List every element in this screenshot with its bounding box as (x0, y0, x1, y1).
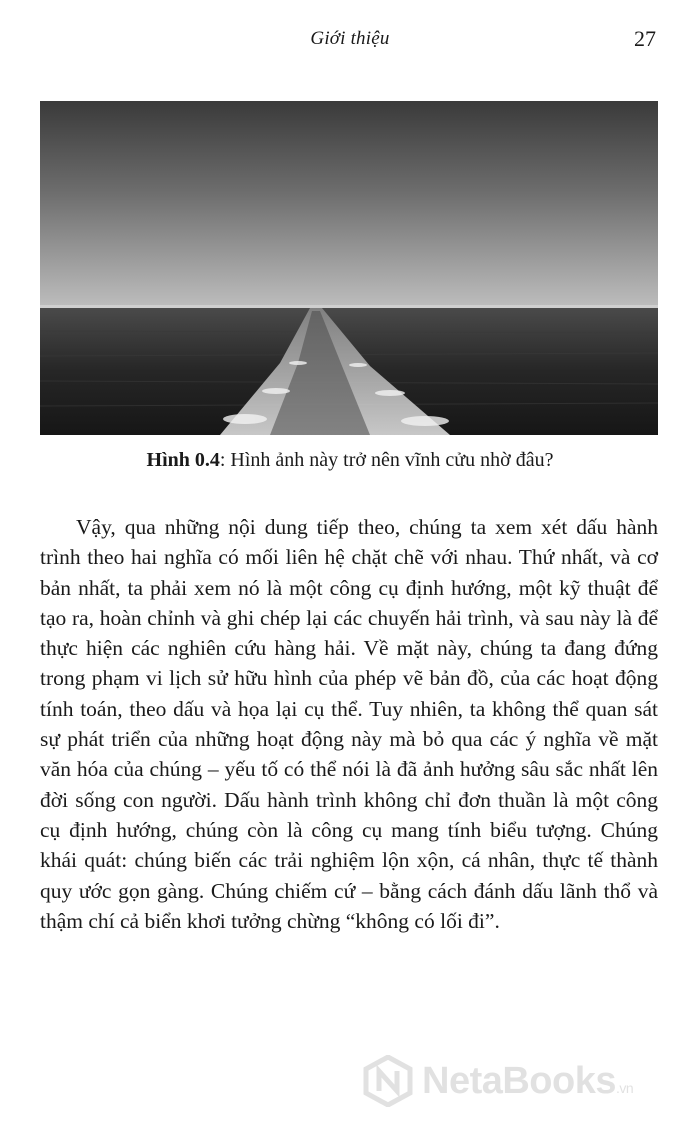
page-number: 27 (634, 26, 656, 51)
figure-caption-text: : Hình ảnh này trở nên vĩnh cửu nhờ đâu? (219, 449, 554, 471)
netabooks-watermark (362, 1050, 662, 1112)
figure-photo-ocean-wake (40, 101, 658, 435)
figure-label: Hình 0.4 (146, 449, 220, 471)
netabooks-logo-icon (362, 1055, 414, 1107)
watermark-text: NetaBooks.vn (422, 1059, 634, 1102)
body-paragraph: Vậy, qua những nội dung tiếp theo, chúng ta xem xét dấu hành trình theo hai nghĩa có mối liên hệ chặt chẽ với nhau. Thứ nhất, và cơ bản nhất, ta phải xem nó là một công cụ định hướng, một kỹ thuật để tạo ra, hoàn chỉnh và ghi chép lại các chuyến hải trình, và sau này là để thực hiện các nghiên cứu hàng hải. Về mặt này, chúng ta đang đứng trong phạm vi lịch sử hữu hình của phép vẽ bản đồ, của các hoạt động tính toán, theo dấu và họa lại cụ thể. Tuy nhiên, ta không thể quan sát sự phát triển của những hoạt động này mà bỏ qua các ý nghĩa về mặt văn hóa của chúng – yếu tố có thể nói là đã ảnh hưởng sâu sắc nhất lên đời sống con người. Dấu hành trình không chỉ đơn thuần là một công cụ định hướng, chúng còn là công cụ mang tính biểu tượng. Chúng khái quát: chúng biến các trải nghiệm lộn xộn, cá nhân, thực tế thành quy ước gọn gàng. Chúng chiếm cứ – bằng cách đánh dấu lãnh thổ và thậm chí cả biển khơi tưởng chừng “không có lối đi”. (40, 515, 658, 933)
running-title: Giới thiệu (310, 28, 390, 49)
figure-caption (0, 449, 700, 472)
